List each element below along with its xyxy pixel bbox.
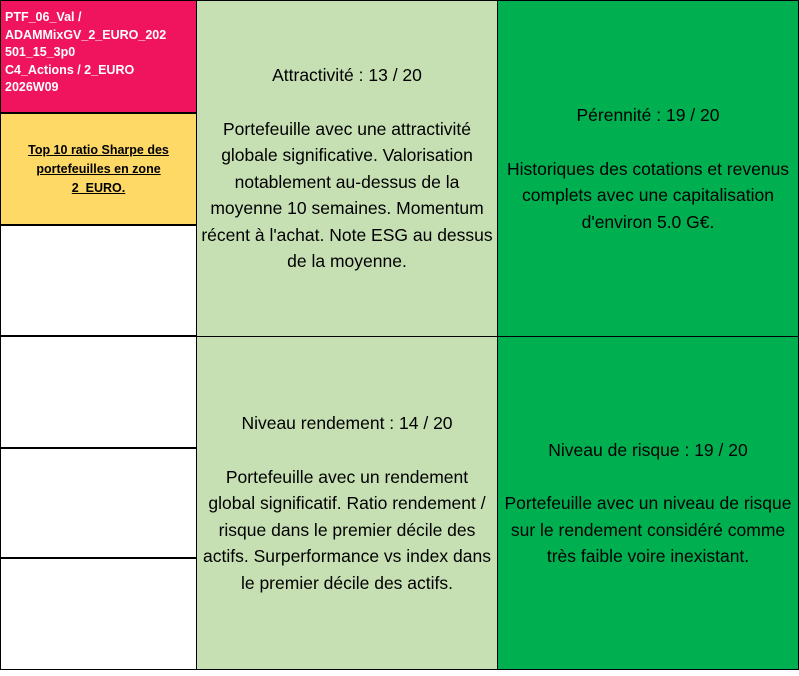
- attractivite-body: Portefeuille avec une attractivité globale significative. Valorisation notablement au-dessus de la moyenne 10 semaines. Momentum récent à l'achat. Note ESG au dessus de la moyenne.: [201, 118, 493, 272]
- rendement-body: Portefeuille avec un rendement global significatif. Ratio rendement / risque dans le premier décile des actifs. Surperformance vs index dans le premier décile des actifs.: [203, 466, 491, 593]
- risque-heading: Niveau de risque : 19 / 20: [548, 439, 748, 460]
- risque-card: [497, 336, 799, 670]
- empty-cell: [0, 336, 197, 448]
- rendement-heading: Niveau rendement : 14 / 20: [241, 413, 453, 433]
- risque-body: Portefeuille avec un niveau de risque sur le rendement considéré comme très faible voire inexistant.: [504, 493, 792, 566]
- empty-cell: [0, 225, 197, 336]
- empty-cell: [0, 448, 197, 558]
- perennite-body: Historiques des cotations et revenus complets avec une capitalisation d'environ 5.0 G€.: [506, 158, 790, 232]
- top10-sharpe-cell: [0, 113, 197, 225]
- attractivite-heading: Attractivité : 13 / 20: [272, 65, 422, 86]
- empty-cell: [0, 558, 197, 670]
- top10-sharpe-label: Top 10 ratio Sharpe des portefeuilles en zone 2_EURO.: [28, 142, 169, 195]
- rendement-card: [196, 336, 498, 670]
- portfolio-title-cell: PTF_06_Val / ADAMMixGV_2_EURO_202 501_15_3p0 C4_Actions / 2_EURO 2026W09: [0, 0, 197, 113]
- perennite-card: [497, 0, 799, 337]
- perennite-heading: Pérennité : 19 / 20: [576, 105, 720, 125]
- attractivite-card: [196, 0, 498, 337]
